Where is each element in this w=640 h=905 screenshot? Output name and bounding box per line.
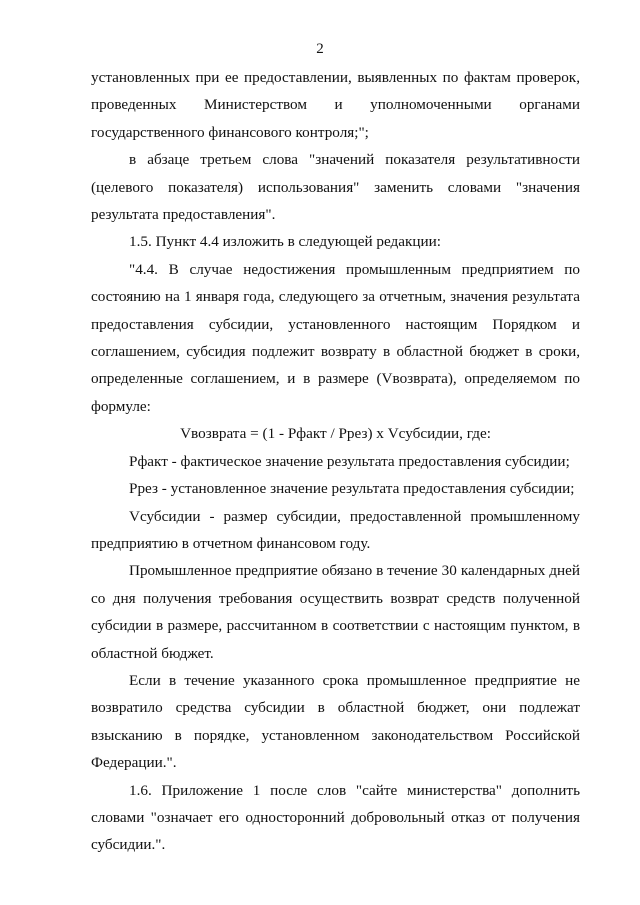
document-body: [91, 64, 580, 859]
paragraph-punkt-1-6: 1.6. Приложение 1 после слов "сайте министерства" дополнить словами "означает его односторонний добровольный отказ от получения субсидии.".: [91, 781, 580, 854]
paragraph-abzats-tretiy: в абзаце третьем слова "значений показателя результативности (целевого показателя) использования" заменить словами "значения результата предоставления".: [91, 151, 580, 224]
formula-definition-rfakt: Рфакт - фактическое значение результата предоставления субсидии;: [129, 452, 570, 470]
paragraph-punkt-4-4: "4.4. В случае недостижения промышленным предприятием по состоянию на 1 января года, следующего за отчетным, значения результата предоставления субсидии, установленного настоящим Порядком и соглашением, субсидия подлежит возврату в областной бюджет в сроки, определенные соглашением, и в размере (Vвозврата), определяемом по формуле:: [91, 260, 580, 415]
paragraph-vzyskanie: Если в течение указанного срока промышленное предприятие не возвратило средства субсидии в областной бюджет, они подлежат взысканию в порядке, установленном законодательством Российской Федерации.".: [91, 671, 580, 772]
paragraph-continuation: установленных при ее предоставлении, выявленных по фактам проверок, проведенных Министерством и уполномоченными органами государственного финансового контроля;";: [91, 69, 580, 141]
formula-definition-rrez: Ррез - установленное значение результата предоставления субсидии;: [129, 480, 575, 498]
formula-definition-vsubsidii: Vсубсидии - размер субсидии, предоставленной промышленному предприятию в отчетном финансовом году.: [91, 507, 580, 552]
formula: Vвозврата = (1 - Рфакт / Ррез) х Vсубсидии, где:: [180, 425, 491, 443]
paragraph-punkt-1-5: 1.5. Пункт 4.4 изложить в следующей редакции:: [129, 233, 442, 251]
page-number: 2: [316, 41, 324, 57]
paragraph-vozvrat-obyazannost: Промышленное предприятие обязано в течение 30 календарных дней со дня получения требования осуществить возврат средств полученной субсидии в размере, рассчитанном в соответствии с настоящим пунктом, в областной бюджет.: [91, 562, 580, 662]
